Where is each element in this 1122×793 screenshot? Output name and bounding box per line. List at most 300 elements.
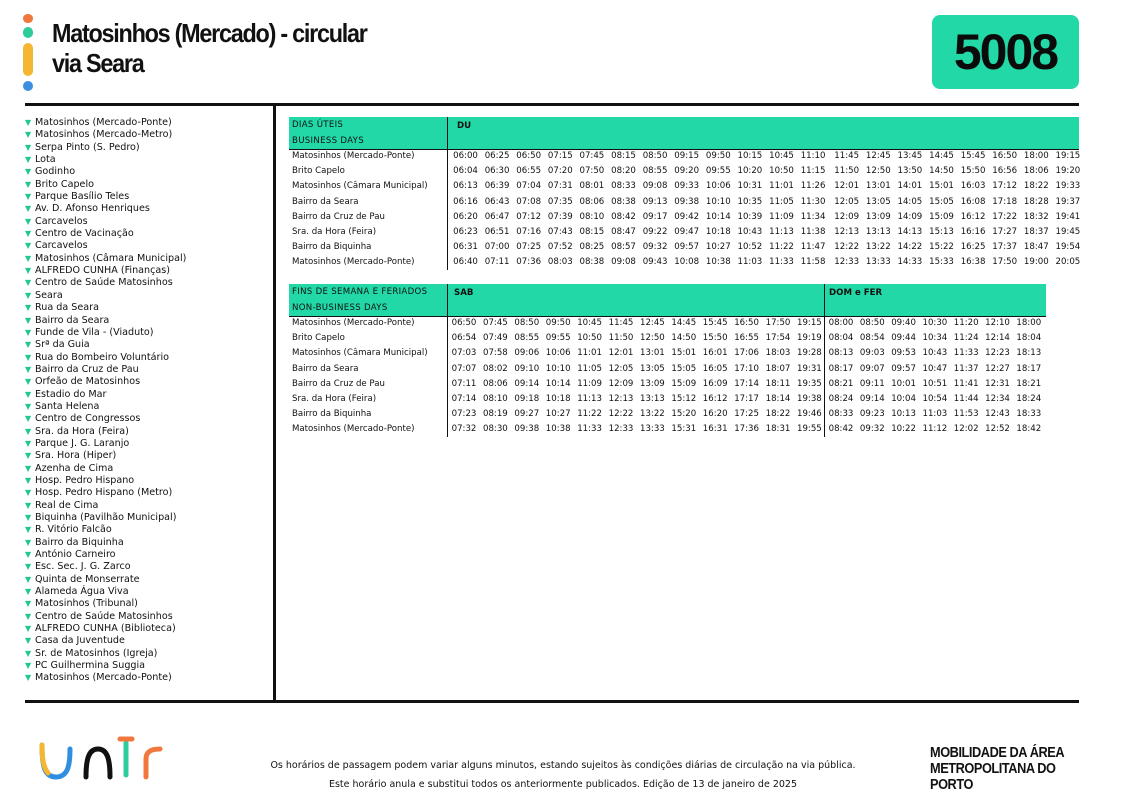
unir-logo-icon: [36, 735, 176, 783]
down-arrow-icon: ▼: [25, 438, 32, 448]
time-cell-sunday: 08:50: [859, 318, 885, 328]
time-cell-sunday: 10:51: [922, 378, 948, 389]
time-cell: 11:10: [800, 151, 826, 161]
stop-name: Serpa Pinto (S. Pedro): [35, 141, 140, 153]
time-cell-sunday: 09:14: [859, 394, 885, 404]
time-cell: 19:20: [1055, 166, 1081, 177]
stop-item: [25, 524, 270, 536]
bottom-divider: [25, 700, 1079, 703]
time-cell-sunday: 18:24: [1016, 394, 1042, 404]
time-cell: 11:45: [834, 151, 860, 161]
stop-name: Bairro da Seara: [35, 314, 110, 326]
weekend-label: FINS DE SEMANA E FERIADOS: [292, 287, 428, 297]
table-row: [289, 179, 1079, 194]
down-arrow-icon: ▼: [25, 500, 32, 510]
title-line-2: via Seara: [52, 48, 144, 78]
time-cell-saturday: 16:09: [702, 378, 728, 389]
time-cell: 06:55: [516, 166, 542, 177]
time-cell: 17:27: [992, 227, 1018, 237]
time-cell: 08:10: [579, 211, 605, 222]
time-cell: 17:50: [992, 257, 1018, 268]
time-cell-sunday: 18:17: [1016, 363, 1042, 374]
time-cell-saturday: 16:50: [734, 318, 759, 328]
time-cell: 06:23: [453, 227, 478, 237]
table-row: [289, 164, 1079, 179]
row-stop-name: Matosinhos (Câmara Municipal): [292, 181, 428, 192]
time-cell-sunday: 11:41: [953, 378, 979, 389]
time-cell-saturday: 10:50: [577, 333, 602, 344]
time-cell: 07:45: [579, 151, 605, 161]
time-cell-sunday: 18:21: [1016, 378, 1042, 389]
time-cell-saturday: 18:03: [765, 348, 791, 359]
time-cell-saturday: 12:45: [640, 318, 665, 328]
time-cell-sunday: 12:14: [985, 333, 1010, 344]
stop-name: Matosinhos (Câmara Municipal): [35, 252, 187, 264]
time-cell: 10:43: [737, 227, 763, 237]
time-cell-sunday: 12:27: [985, 363, 1010, 374]
time-cell: 11:01: [769, 181, 794, 192]
time-cell-saturday: 12:09: [608, 378, 634, 389]
time-cell: 07:12: [516, 211, 542, 222]
time-cell: 11:26: [800, 181, 826, 192]
time-cell-saturday: 16:31: [702, 424, 728, 435]
time-cell: 15:05: [929, 196, 954, 207]
time-cell: 11:09: [769, 211, 794, 222]
time-cell-saturday: 12:22: [608, 409, 634, 420]
stop-item: [25, 561, 270, 573]
time-cell: 14:01: [897, 181, 923, 192]
time-cell-sunday: 09:57: [891, 363, 916, 374]
time-cell: 06:25: [484, 151, 510, 161]
stop-name: Rua da Seara: [35, 302, 99, 314]
down-arrow-icon: ▼: [25, 266, 32, 276]
stop-name: R. Vitório Falcão: [35, 524, 112, 536]
time-cell-saturday: 19:46: [797, 409, 822, 420]
time-cell: 09:20: [674, 166, 700, 177]
weekday-label: DIAS ÚTEIS: [292, 120, 344, 130]
weekend-sublabel: NON-BUSINESS DAYS: [292, 303, 388, 313]
time-cell: 11:22: [769, 242, 794, 253]
stop-item: [25, 450, 270, 462]
time-cell-saturday: 12:50: [640, 333, 665, 344]
time-cell-sunday: 08:00: [828, 318, 854, 328]
stop-item: [25, 352, 270, 364]
time-cell-saturday: 17:25: [734, 409, 759, 420]
time-cell-sunday: 10:01: [891, 378, 916, 389]
stop-name: Matosinhos (Mercado-Metro): [35, 129, 173, 141]
saturday-daytype: SAB: [454, 288, 474, 298]
time-cell: 20:05: [1055, 257, 1081, 268]
time-cell: 08:38: [611, 196, 636, 207]
time-cell-saturday: 16:12: [702, 394, 728, 404]
stop-item: [25, 512, 270, 524]
stop-item: [25, 660, 270, 672]
time-cell: 16:08: [960, 196, 986, 207]
stop-name: Brito Capelo: [35, 178, 94, 190]
weekend-timetable: [289, 284, 1046, 439]
time-cell-saturday: 11:05: [577, 363, 602, 374]
row-stop-name: Matosinhos (Câmara Municipal): [292, 348, 428, 359]
time-cell: 10:50: [769, 166, 794, 177]
stop-item: [25, 216, 270, 228]
stop-item: [25, 315, 270, 327]
stop-item: [25, 290, 270, 302]
time-cell: 13:45: [897, 151, 923, 161]
stop-name: Srª da Guia: [35, 339, 90, 351]
time-cell-saturday: 19:35: [797, 378, 822, 389]
stop-name: Sr. de Matosinhos (Igreja): [35, 647, 158, 659]
time-cell: 14:13: [897, 227, 923, 237]
stop-item: [25, 339, 270, 351]
time-cell-saturday: 16:20: [702, 409, 728, 420]
time-cell-saturday: 07:45: [483, 318, 508, 328]
down-arrow-icon: ▼: [25, 389, 32, 399]
sunday-daytype: DOM e FER: [829, 288, 883, 298]
row-stop-name: Bairro da Biquinha: [292, 409, 372, 420]
stop-item: [25, 463, 270, 475]
time-cell: 10:08: [674, 257, 700, 268]
time-cell: 18:00: [1023, 151, 1049, 161]
time-cell: 08:47: [611, 227, 636, 237]
time-cell-saturday: 13:13: [640, 394, 665, 404]
down-arrow-icon: ▼: [25, 216, 32, 226]
time-cell: 17:12: [992, 181, 1018, 192]
weekday-sublabel: BUSINESS DAYS: [292, 136, 364, 146]
time-cell: 06:39: [484, 181, 510, 192]
time-cell: 10:10: [705, 196, 731, 207]
time-cell: 09:42: [674, 211, 700, 222]
time-cell-sunday: 11:33: [953, 348, 979, 359]
time-cell: 08:15: [611, 151, 636, 161]
down-arrow-icon: ▼: [25, 648, 32, 658]
time-cell-sunday: 12:02: [953, 424, 979, 435]
down-arrow-icon: ▼: [25, 574, 32, 584]
stop-name: Hosp. Pedro Hispano (Metro): [35, 487, 173, 499]
time-cell-saturday: 14:50: [671, 333, 697, 344]
time-cell: 17:22: [992, 211, 1018, 222]
time-cell-sunday: 08:21: [828, 378, 854, 389]
time-cell-sunday: 12:10: [985, 318, 1010, 328]
time-cell-saturday: 19:28: [797, 348, 822, 359]
time-cell: 06:20: [453, 211, 478, 222]
time-cell-sunday: 12:23: [985, 348, 1010, 359]
time-cell-saturday: 06:50: [451, 318, 477, 328]
time-cell-saturday: 15:45: [702, 318, 728, 328]
time-cell: 09:38: [674, 196, 700, 207]
time-cell-sunday: 11:44: [953, 394, 979, 404]
time-cell: 16:56: [992, 166, 1018, 177]
time-cell-saturday: 16:01: [702, 348, 728, 359]
time-cell: 14:05: [897, 196, 923, 207]
time-cell-saturday: 15:31: [671, 424, 697, 435]
weekday-header: [289, 117, 1079, 149]
time-cell: 10:15: [737, 151, 763, 161]
time-cell: 11:05: [769, 196, 794, 207]
table-row: [289, 422, 1046, 437]
stop-name: Azenha de Cima: [35, 462, 114, 474]
time-cell: 08:06: [579, 196, 605, 207]
time-cell: 09:32: [642, 242, 668, 253]
time-cell: 15:50: [960, 166, 986, 177]
time-cell-saturday: 16:55: [734, 333, 759, 344]
time-cell: 11:38: [800, 227, 826, 237]
time-cell: 06:16: [453, 196, 478, 207]
time-cell-saturday: 10:06: [545, 348, 571, 359]
stop-item: [25, 401, 270, 413]
time-cell: 09:13: [642, 196, 668, 207]
stop-name: Sra. Hora (Hiper): [35, 450, 117, 462]
time-cell-saturday: 07:03: [451, 348, 477, 359]
stop-item: [25, 413, 270, 425]
time-cell-saturday: 15:50: [702, 333, 728, 344]
time-cell-saturday: 15:05: [671, 363, 697, 374]
stop-name: Centro de Vacinação: [35, 228, 134, 240]
down-arrow-icon: ▼: [25, 303, 32, 313]
stop-name: Santa Helena: [35, 400, 100, 412]
time-cell-saturday: 19:55: [797, 424, 822, 435]
time-cell: 07:08: [516, 196, 542, 207]
time-cell: 12:45: [865, 151, 891, 161]
time-cell: 14:50: [929, 166, 954, 177]
time-cell-saturday: 13:05: [640, 363, 665, 374]
stop-item: [25, 228, 270, 240]
time-cell: 19:37: [1055, 196, 1081, 207]
stop-name: Biquinha (Pavilhão Municipal): [35, 512, 177, 523]
down-arrow-icon: ▼: [25, 241, 32, 251]
time-cell-saturday: 11:45: [608, 318, 634, 328]
time-cell: 07:20: [547, 166, 573, 177]
time-cell-saturday: 11:22: [577, 409, 602, 420]
row-stop-name: Bairro da Seara: [292, 363, 359, 374]
time-cell: 12:05: [834, 196, 860, 207]
time-cell: 06:40: [453, 257, 478, 268]
stop-name: Carcavelos: [35, 240, 88, 252]
stop-item: [25, 487, 270, 499]
footer-note-2: Este horário anula e substitui todos os anteriormente publicados. Edição de 13 de janeiro de 2025: [328, 779, 797, 790]
time-cell-sunday: 08:54: [859, 333, 885, 344]
down-arrow-icon: ▼: [25, 142, 32, 152]
table-row: [289, 377, 1046, 392]
stop-name: Seara: [35, 289, 63, 301]
time-cell: 09:33: [674, 181, 700, 192]
table-row: [289, 316, 1046, 331]
time-cell: 15:22: [929, 242, 954, 253]
time-cell: 07:31: [547, 181, 573, 192]
stop-item: [25, 265, 270, 277]
time-cell-sunday: 10:47: [922, 363, 948, 374]
time-cell-sunday: 12:31: [985, 378, 1010, 389]
down-arrow-icon: ▼: [25, 611, 32, 621]
time-cell: 07:04: [516, 181, 542, 192]
stop-item: [25, 117, 270, 129]
stop-item: [25, 574, 270, 586]
stop-item: [25, 389, 270, 401]
time-cell-sunday: 18:42: [1016, 424, 1042, 435]
time-cell: 11:03: [737, 257, 763, 268]
row-stop-name: Matosinhos (Mercado-Ponte): [292, 151, 415, 161]
time-cell: 12:01: [834, 181, 860, 192]
stop-item: [25, 191, 270, 203]
time-cell: 08:38: [579, 257, 605, 268]
time-cell: 09:57: [674, 242, 700, 253]
down-arrow-icon: ▼: [25, 130, 32, 140]
time-cell: 18:47: [1023, 242, 1049, 253]
time-cell: 12:09: [834, 211, 860, 222]
stop-name: Lota: [35, 154, 56, 166]
down-arrow-icon: ▼: [25, 636, 32, 646]
stop-item: [25, 154, 270, 166]
time-cell: 11:15: [800, 166, 826, 177]
time-cell-saturday: 17:50: [765, 318, 791, 328]
time-cell: 13:01: [865, 181, 891, 192]
stop-item: [25, 426, 270, 438]
time-cell: 09:08: [611, 257, 636, 268]
time-cell: 13:09: [865, 211, 891, 222]
time-cell-sunday: 10:13: [891, 409, 916, 420]
time-cell: 14:22: [897, 242, 923, 253]
table-row: [289, 346, 1046, 361]
down-arrow-icon: ▼: [25, 463, 32, 473]
time-cell: 12:50: [865, 166, 891, 177]
down-arrow-icon: ▼: [25, 340, 32, 350]
time-cell: 09:08: [642, 181, 668, 192]
time-cell: 19:54: [1055, 242, 1081, 253]
time-cell: 07:50: [579, 166, 605, 177]
row-stop-name: Brito Capelo: [292, 166, 345, 177]
time-cell: 12:22: [834, 242, 860, 253]
time-cell-sunday: 18:13: [1016, 348, 1042, 359]
table-row: [289, 149, 1079, 164]
time-cell: 07:39: [547, 211, 573, 222]
header-separator: [447, 284, 448, 316]
time-cell: 19:45: [1055, 227, 1081, 237]
time-cell: 16:50: [992, 151, 1018, 161]
stop-name: Carcavelos: [35, 215, 88, 227]
time-cell-sunday: 08:33: [828, 409, 854, 420]
down-arrow-icon: ▼: [25, 327, 32, 337]
route-number-badge: 5008: [932, 15, 1079, 89]
time-cell-saturday: 17:54: [765, 333, 791, 344]
time-cell: 18:37: [1023, 227, 1049, 237]
stop-name: Alameda Água Viva: [35, 586, 129, 598]
time-cell: 11:47: [800, 242, 826, 253]
table-row: [289, 195, 1079, 210]
stop-name: António Carneiro: [35, 549, 116, 561]
time-cell: 10:38: [705, 257, 731, 268]
time-cell: 06:50: [516, 151, 542, 161]
stop-name: Av. D. Afonso Henriques: [35, 203, 150, 215]
down-arrow-icon: ▼: [25, 537, 32, 547]
stop-item: [25, 586, 270, 598]
time-cell: 08:42: [611, 211, 636, 222]
stop-name: Esc. Sec. J. G. Zarco: [35, 561, 131, 573]
time-cell-saturday: 10:14: [545, 378, 571, 389]
row-stop-name: Matosinhos (Mercado-Ponte): [292, 257, 415, 268]
time-cell-saturday: 19:19: [797, 333, 822, 344]
time-cell-saturday: 07:11: [451, 378, 477, 389]
time-cell-saturday: 18:07: [765, 363, 791, 374]
time-cell: 12:13: [834, 227, 860, 237]
time-cell-sunday: 18:33: [1016, 409, 1042, 420]
time-cell-saturday: 09:14: [514, 378, 540, 389]
time-cell-saturday: 08:10: [483, 394, 508, 404]
row-stop-name: Bairro da Seara: [292, 196, 359, 207]
down-arrow-icon: ▼: [25, 475, 32, 485]
stop-item: [25, 648, 270, 660]
down-arrow-icon: ▼: [25, 513, 32, 522]
time-cell-saturday: 07:07: [451, 363, 477, 374]
time-cell: 15:33: [929, 257, 954, 268]
time-cell: 08:33: [611, 181, 636, 192]
time-cell-saturday: 17:36: [734, 424, 759, 435]
stop-name: Casa da Juventude: [35, 635, 125, 647]
stop-item: [25, 438, 270, 450]
header-separator: [447, 117, 448, 149]
stop-name: Godinho: [35, 166, 76, 178]
time-cell: 07:25: [516, 242, 542, 253]
down-arrow-icon: ▼: [25, 661, 32, 671]
time-cell-sunday: 08:24: [828, 394, 854, 404]
down-arrow-icon: ▼: [25, 673, 32, 683]
down-arrow-icon: ▼: [25, 364, 32, 374]
time-cell: 19:33: [1055, 181, 1081, 192]
page-title: [52, 18, 367, 78]
time-cell: 07:36: [516, 257, 542, 268]
footer-note-1: Os horários de passagem podem variar alguns minutos, estando sujeitos às condições diárias de circulação na via pública.: [270, 760, 856, 771]
stop-item: [25, 253, 270, 265]
time-cell: 09:15: [674, 151, 700, 161]
time-cell: 07:00: [484, 242, 510, 253]
time-cell-saturday: 07:32: [451, 424, 477, 435]
time-cell-saturday: 12:13: [608, 394, 634, 404]
time-cell: 16:38: [960, 257, 986, 268]
time-cell-sunday: 11:20: [953, 318, 979, 328]
time-cell: 06:30: [484, 166, 510, 177]
time-cell: 15:09: [929, 211, 954, 222]
time-cell-sunday: 09:40: [891, 318, 916, 328]
time-cell: 09:47: [674, 227, 700, 237]
time-cell: 15:45: [960, 151, 986, 161]
time-cell-saturday: 08:30: [483, 424, 508, 435]
time-cell: 13:22: [865, 242, 891, 253]
down-arrow-icon: ▼: [25, 562, 32, 572]
stop-item: [25, 166, 270, 178]
time-cell: 10:35: [737, 196, 763, 207]
time-cell-saturday: 08:50: [514, 318, 540, 328]
time-cell-saturday: 07:58: [483, 348, 508, 359]
stop-name: Funde de Vila - (Viaduto): [35, 326, 154, 338]
time-cell-sunday: 11:37: [953, 363, 979, 374]
time-cell: 07:11: [484, 257, 510, 268]
time-cell: 18:32: [1023, 211, 1049, 222]
time-cell-sunday: 08:13: [828, 348, 854, 359]
time-cell-saturday: 17:14: [734, 378, 759, 389]
time-cell: 09:43: [642, 257, 668, 268]
time-cell: 12:33: [834, 257, 860, 268]
down-arrow-icon: ▼: [25, 377, 32, 387]
stop-name: Centro de Saúde Matosinhos: [35, 610, 173, 622]
row-stop-name: Sra. da Hora (Feira): [292, 227, 377, 237]
time-cell: 08:55: [642, 166, 668, 177]
weekday-daytype: DU: [457, 121, 472, 131]
row-stop-name: Bairro da Cruz de Pau: [292, 378, 385, 389]
stop-item: [25, 179, 270, 191]
time-cell: 08:20: [611, 166, 636, 177]
time-cell: 10:20: [737, 166, 763, 177]
time-cell-sunday: 10:43: [922, 348, 948, 359]
time-cell: 17:37: [992, 242, 1018, 253]
down-arrow-icon: ▼: [25, 525, 32, 535]
